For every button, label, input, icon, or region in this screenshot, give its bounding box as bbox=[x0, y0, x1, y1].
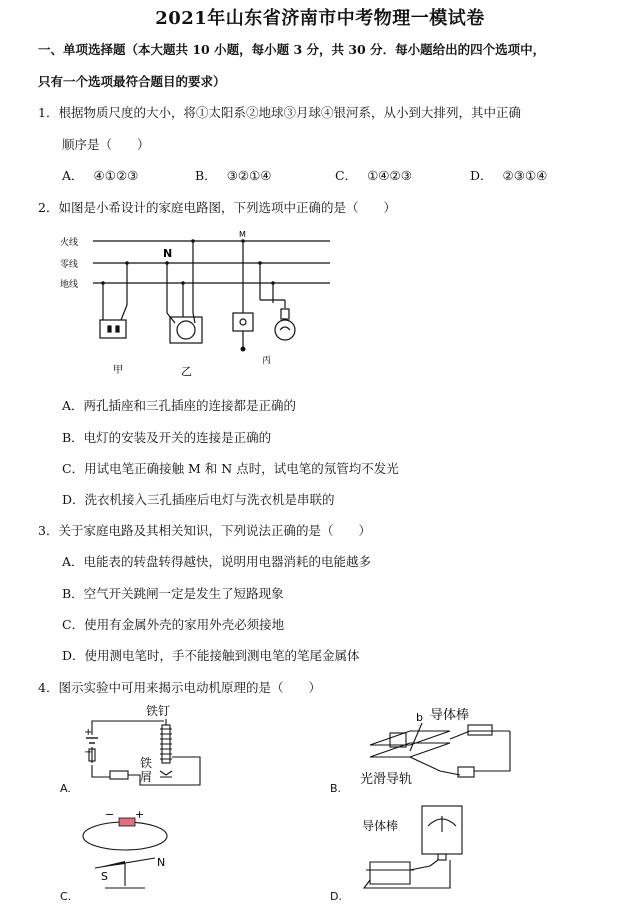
q1-stem-line1: 1．根据物质尺度的大小，将①太阳系②地球③月球④银河系，从小到大排列，其中正确 bbox=[38, 105, 521, 120]
q1-stem-line2: 顺序是（ ） bbox=[62, 137, 150, 152]
live-wire-label: 火线 bbox=[60, 238, 79, 248]
figure-a-electromagnet bbox=[80, 705, 210, 793]
figure-b-rails bbox=[360, 705, 530, 790]
fig-c-battery bbox=[119, 818, 135, 826]
q1-option-a: A． ④①②③ bbox=[62, 168, 139, 183]
q2-option-d: D．洗衣机接入三孔插座后电灯与洗衣机是串联的 bbox=[62, 492, 335, 507]
figure-d-galvanometer bbox=[360, 800, 490, 892]
fig-c-s-pole: S bbox=[101, 870, 108, 883]
section-heading-line1: 一、单项选择题（本大题共 10 小题，每小题 3 分，共 30 分．每小题给出的四个选项中， bbox=[38, 42, 546, 57]
ground-wire-label: 地线 bbox=[60, 280, 79, 290]
q3-option-a: A．电能表的转盘转得越快，说明用电器消耗的电能越多 bbox=[62, 554, 372, 569]
fig-c-n-pole: N bbox=[157, 856, 166, 869]
fig-a-minus-sign: − bbox=[84, 747, 93, 758]
q2-option-b: B．电灯的安装及开关的连接是正确的 bbox=[62, 430, 272, 445]
fig-c-label: C. bbox=[60, 890, 72, 903]
section-heading-line2: 只有一个选项最符合题目的要求） bbox=[38, 74, 226, 89]
exam-title: 2021年山东省济南市中考物理一模试卷 bbox=[155, 8, 485, 29]
q3-option-d: D．使用测电笔时，手不能接触到测电笔的笔尾金属体 bbox=[62, 648, 360, 663]
node-n-label: N bbox=[163, 247, 173, 260]
fig-d-rod-label: 导体棒 bbox=[362, 819, 399, 833]
q3-stem: 3．关于家庭电路及其相关知识，下列说法正确的是（ ） bbox=[38, 523, 371, 538]
household-circuit-diagram bbox=[55, 225, 355, 385]
fig-b-b-label: b bbox=[416, 711, 423, 724]
q2-option-c: C．用试电笔正确接触 M 和 N 点时，试电笔的氖管均不发光 bbox=[62, 461, 399, 476]
q2-option-a: A．两孔插座和三孔插座的连接都是正确的 bbox=[62, 398, 297, 413]
fig-b-rod-label: 导体棒 bbox=[430, 708, 470, 723]
fig-c-plus-sign: + bbox=[135, 808, 145, 821]
fig-b-rail-label: 光滑导轨 bbox=[360, 772, 413, 787]
neutral-wire-label: 零线 bbox=[60, 260, 79, 270]
fig-a-scraps-label-top: 铁 bbox=[140, 756, 153, 770]
q2-stem: 2．如图是小希设计的家庭电路图，下列选项中正确的是（ ） bbox=[38, 200, 396, 215]
q1-option-b: B． ③②①④ bbox=[195, 168, 272, 183]
q3-option-c: C．使用有金属外壳的家用外壳必须接地 bbox=[62, 617, 285, 632]
fig-a-nail-label: 铁钉 bbox=[146, 705, 171, 718]
q4-stem: 4．图示实验中可用来揭示电动机原理的是（ ） bbox=[38, 680, 321, 695]
fig-c-minus-sign: − bbox=[105, 808, 115, 821]
fig-a-label: A. bbox=[60, 782, 71, 795]
q3-option-b: B．空气开关跳闸一定是发生了短路现象 bbox=[62, 586, 284, 601]
fig-d-label: D. bbox=[330, 890, 342, 903]
fig-b-label: B. bbox=[330, 782, 342, 795]
q1-option-d: D． ②③①④ bbox=[470, 168, 548, 183]
fig-a-plus-sign: + bbox=[84, 727, 93, 738]
q1-option-c: C． ①④②③ bbox=[335, 168, 412, 183]
node-m-label: M bbox=[239, 230, 246, 239]
figure-c-oersted bbox=[75, 808, 195, 898]
device-bing-label: 丙 bbox=[262, 356, 272, 366]
device-yi-label: 乙 bbox=[181, 365, 192, 378]
device-jia-label: 甲 bbox=[113, 365, 123, 376]
fig-a-scraps-label-bottom: 屑 bbox=[140, 770, 153, 784]
